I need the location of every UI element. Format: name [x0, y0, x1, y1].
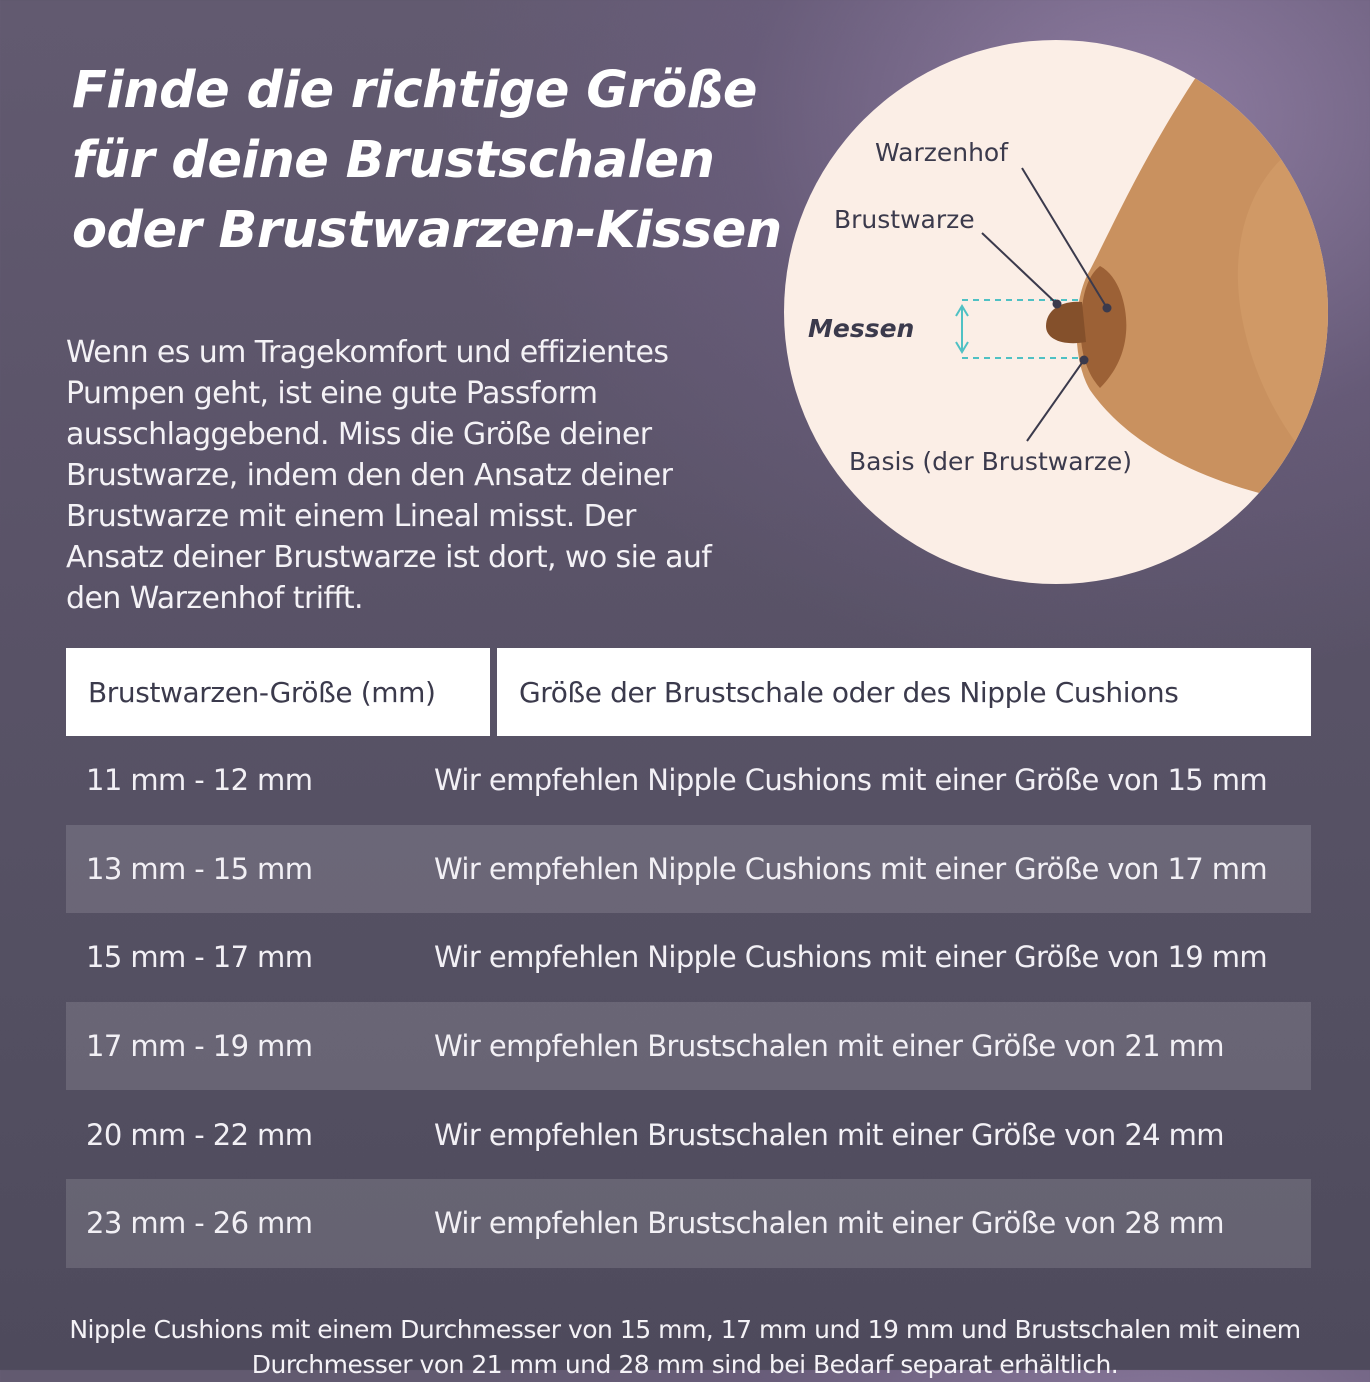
label-areola: Warzenhof	[875, 138, 1009, 167]
intro-text: Wenn es um Tragekomfort und effizientes Pumpen geht, ist eine gute Passform ausschlaggebend. Miss die Größe deiner Brustwarze, indem den den Ansatz deiner Brustwarze mit einem Lineal misst. Der Ansatz deiner Brustwarze ist dort, wo sie auf den Warzenhof trifft.	[66, 335, 712, 616]
leader-dot-nipple	[1053, 300, 1062, 309]
row-size: 15 mm - 17 mm	[86, 940, 313, 975]
label-nipple: Brustwarze	[834, 205, 975, 234]
title-line-3: oder Brustwarzen-Kissen	[72, 201, 782, 260]
row-recommendation: Wir empfehlen Brustschalen mit einer Größe von 21 mm	[434, 1029, 1224, 1064]
table-row	[66, 1002, 1311, 1091]
row-recommendation: Wir empfehlen Brustschalen mit einer Größe von 24 mm	[434, 1117, 1224, 1152]
row-recommendation: Wir empfehlen Nipple Cushions mit einer Größe von 15 mm	[434, 763, 1268, 798]
row-size: 13 mm - 15 mm	[86, 851, 313, 886]
row-size: 17 mm - 19 mm	[86, 1029, 313, 1064]
header-nipple-size: Brustwarzen-Größe (mm)	[66, 648, 490, 736]
size-table	[66, 648, 1311, 1268]
header-recommendation: Größe der Brustschale oder des Nipple Cushions	[497, 648, 1311, 736]
row-recommendation: Wir empfehlen Brustschalen mit einer Größe von 28 mm	[434, 1206, 1224, 1241]
footnote: Nipple Cushions mit einem Durchmesser von 15 mm, 17 mm und 19 mm und Brustschalen mit einem Durchmesser von 21 mm und 28 mm sind bei Bedarf separat erhältlich.	[69, 1315, 1301, 1379]
row-size: 23 mm - 26 mm	[86, 1206, 313, 1241]
row-recommendation: Wir empfehlen Nipple Cushions mit einer Größe von 19 mm	[434, 940, 1268, 975]
row-size: 11 mm - 12 mm	[86, 763, 313, 798]
leader-dot-areola	[1103, 304, 1112, 313]
nipple-measurement-illustration	[782, 38, 1330, 586]
table-header	[66, 648, 1311, 736]
row-size: 20 mm - 22 mm	[86, 1117, 313, 1152]
label-measure: Messen	[808, 314, 915, 343]
title-line-1: Finde die richtige Größe	[72, 61, 758, 120]
leader-dot-base	[1080, 356, 1089, 365]
table-row	[66, 1179, 1311, 1268]
table-row	[66, 825, 1311, 914]
table-row	[66, 913, 1311, 1002]
label-base: Basis (der Brustwarze)	[849, 447, 1133, 476]
title-line-2: für deine Brustschalen	[72, 131, 715, 190]
page-title	[72, 56, 792, 266]
table-row	[66, 1090, 1311, 1179]
row-recommendation: Wir empfehlen Nipple Cushions mit einer Größe von 17 mm	[434, 851, 1268, 886]
table-row	[66, 736, 1311, 825]
